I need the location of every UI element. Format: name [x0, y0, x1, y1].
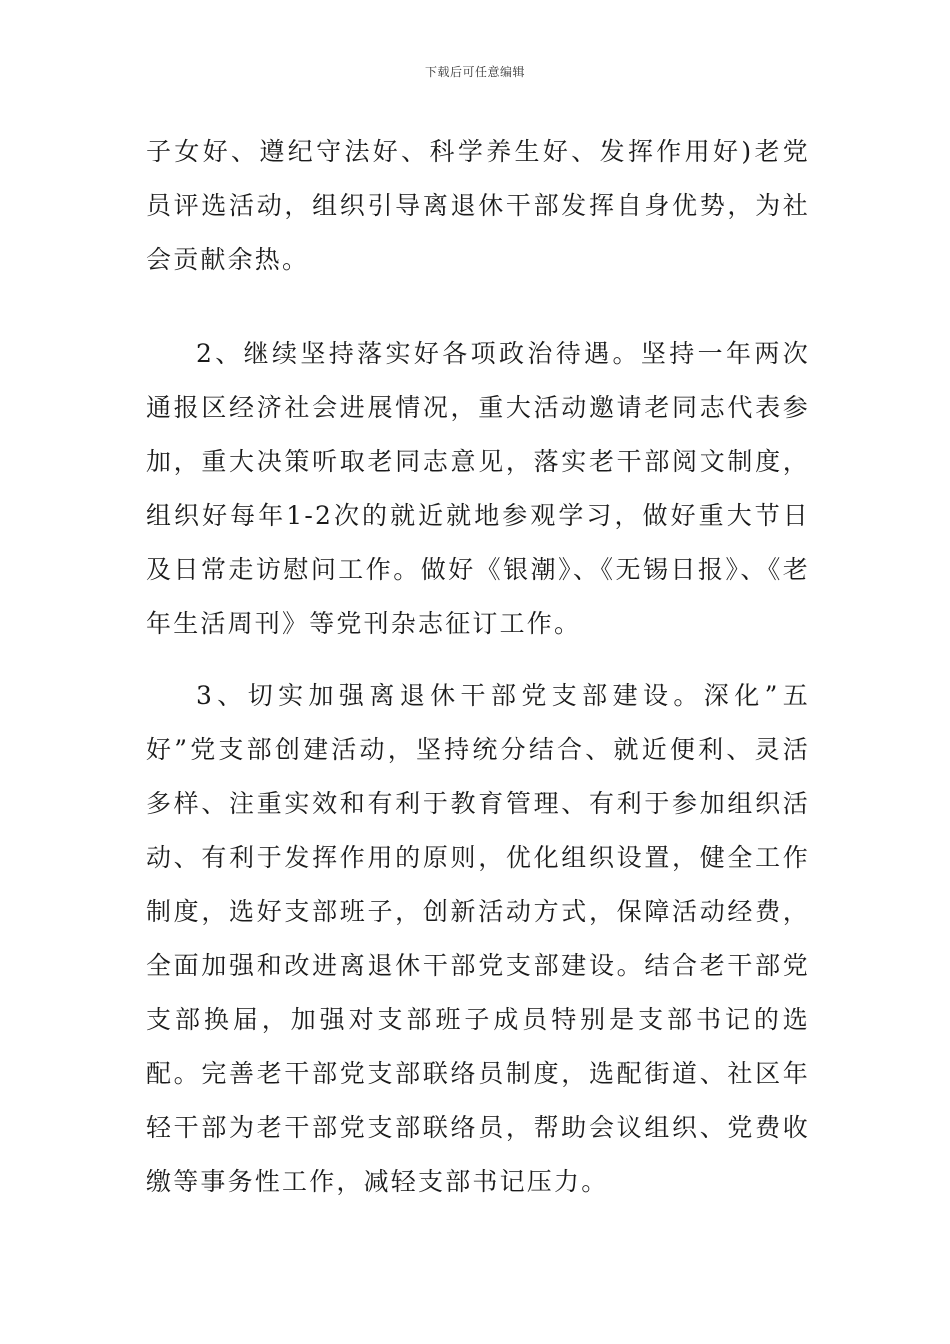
paragraph-item-3: 3、切实加强离退休干部党支部建设。深化”五好”党支部创建活动，坚持统分结合、就近便利、灵活多样、注重实效和有利于教育管理、有利于参加组织活动、有利于发挥作用的原则，优化组织设置，健全工作制度，选好支部班子，创新活动方式，保障活动经费，全面加强和改进离退休干部党支部建设。结合老干部党支部换届，加强对支部班子成员特别是支部书记的选配。完善老干部党支部联络员制度，选配街道、社区年轻干部为老干部党支部联络员，帮助会议组织、党费收缴等事务性工作，减轻支部书记压力。: [146, 681, 810, 1196]
paragraph-item-2: 2、继续坚持落实好各项政治待遇。坚持一年两次通报区经济社会进展情况，重大活动邀请老同志代表参加，重大决策听取老同志意见，落实老干部阅文制度，组织好每年1-2次的就近就地参观学习，做好重大节日及日常走访慰问工作。做好《银潮》、《无锡日报》、《老年生活周刊》等党刊杂志征订工作。: [146, 339, 810, 638]
paragraph-continuation: 子女好、遵纪守法好、科学养生好、发挥作用好)老党员评选活动，组织引导离退休干部发挥自身优势，为社会贡献余热。: [146, 137, 810, 274]
page-header-note: 下载后可任意编辑: [424, 65, 525, 79]
